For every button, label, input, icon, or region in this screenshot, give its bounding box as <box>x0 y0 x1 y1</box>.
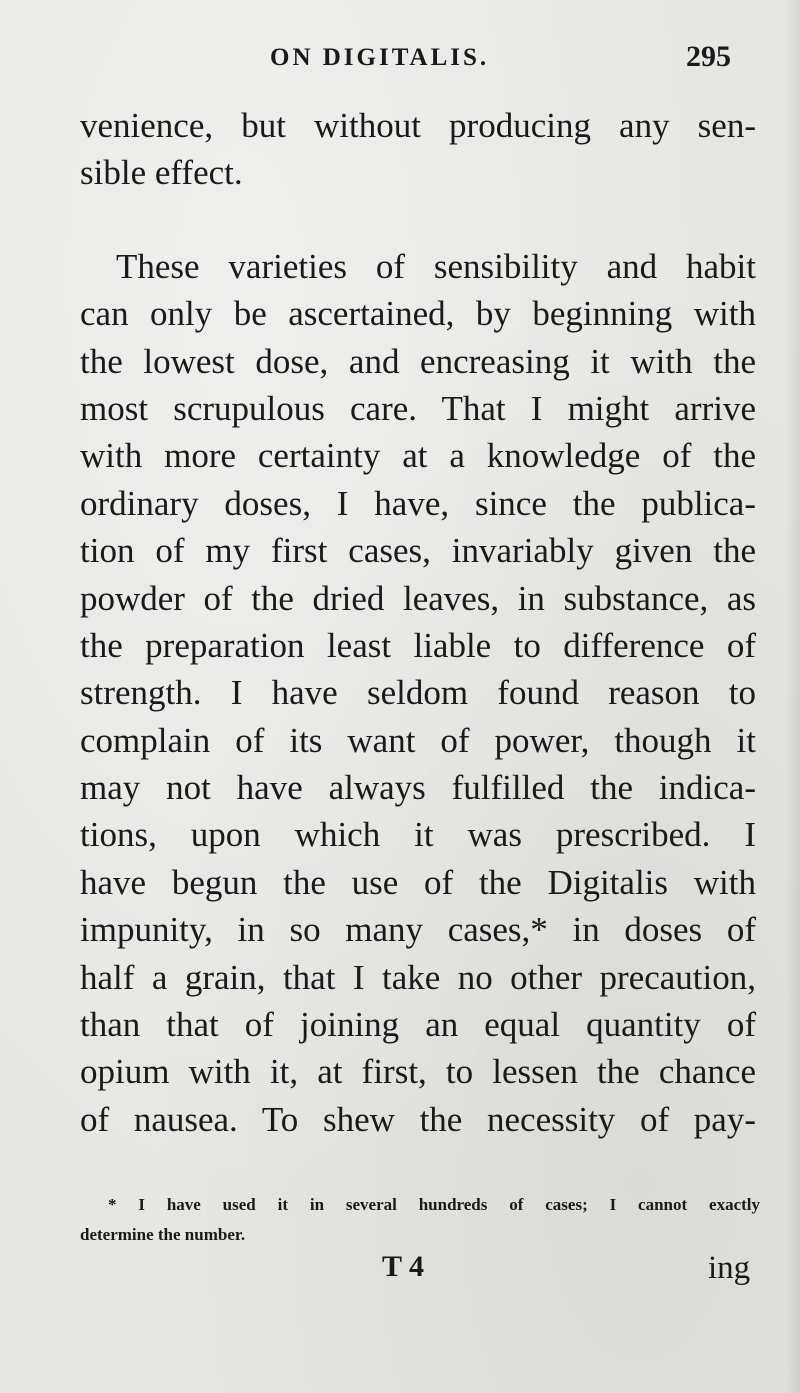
text-line: have begun the use of the Digitalis with <box>80 862 756 902</box>
text-line: opium with it, at first, to lessen the chance <box>80 1052 756 1092</box>
text-line: tions, upon which it was prescribed. I <box>80 815 756 855</box>
text-line: sible effect. <box>80 153 243 193</box>
catchword: ing <box>708 1250 751 1286</box>
running-title: ON DIGITALIS. <box>270 44 490 71</box>
text-line: of nausea. To shew the necessity of pay- <box>80 1099 756 1139</box>
text-line: with more certainty at a knowledge of the <box>80 436 756 476</box>
text-line: venience, but without producing any sen- <box>80 106 756 145</box>
paragraph-gap <box>80 197 756 243</box>
footnote-line: * I have used it in several hundreds of cases; I cannot exactly <box>108 1195 760 1214</box>
text-line: ordinary doses, I have, since the publica- <box>80 483 756 523</box>
text-line: can only be ascertained, by beginning with <box>80 294 756 334</box>
body-text <box>80 102 756 1143</box>
text-line: powder of the dried leaves, in substance, as <box>80 578 756 618</box>
footnote <box>80 1190 760 1250</box>
text-line: impunity, in so many cases,* in doses of <box>80 910 756 950</box>
text-line: the preparation least liable to difference of <box>80 625 756 665</box>
page-footer <box>0 1250 800 1300</box>
text-line: half a grain, that I take no other precaution, <box>80 957 756 997</box>
text-line: may not have always fulfilled the indica- <box>80 768 756 808</box>
signature-mark: T 4 <box>382 1250 424 1283</box>
text-line: tion of my first cases, invariably given the <box>80 531 756 571</box>
text-line: These varieties of sensibility and habit <box>116 246 756 286</box>
footnote-line: determine the number. <box>80 1225 246 1244</box>
text-line: strength. I have seldom found reason to <box>80 673 756 713</box>
text-line: the lowest dose, and encreasing it with the <box>80 341 756 381</box>
page-edge-shadow <box>786 0 800 1393</box>
text-line: complain of its want of power, though it <box>80 720 756 760</box>
page-header <box>0 40 800 80</box>
text-line: than that of joining an equal quantity of <box>80 1005 756 1045</box>
page-number: 295 <box>686 40 731 73</box>
text-line: most scrupulous care. That I might arrive <box>80 388 756 428</box>
